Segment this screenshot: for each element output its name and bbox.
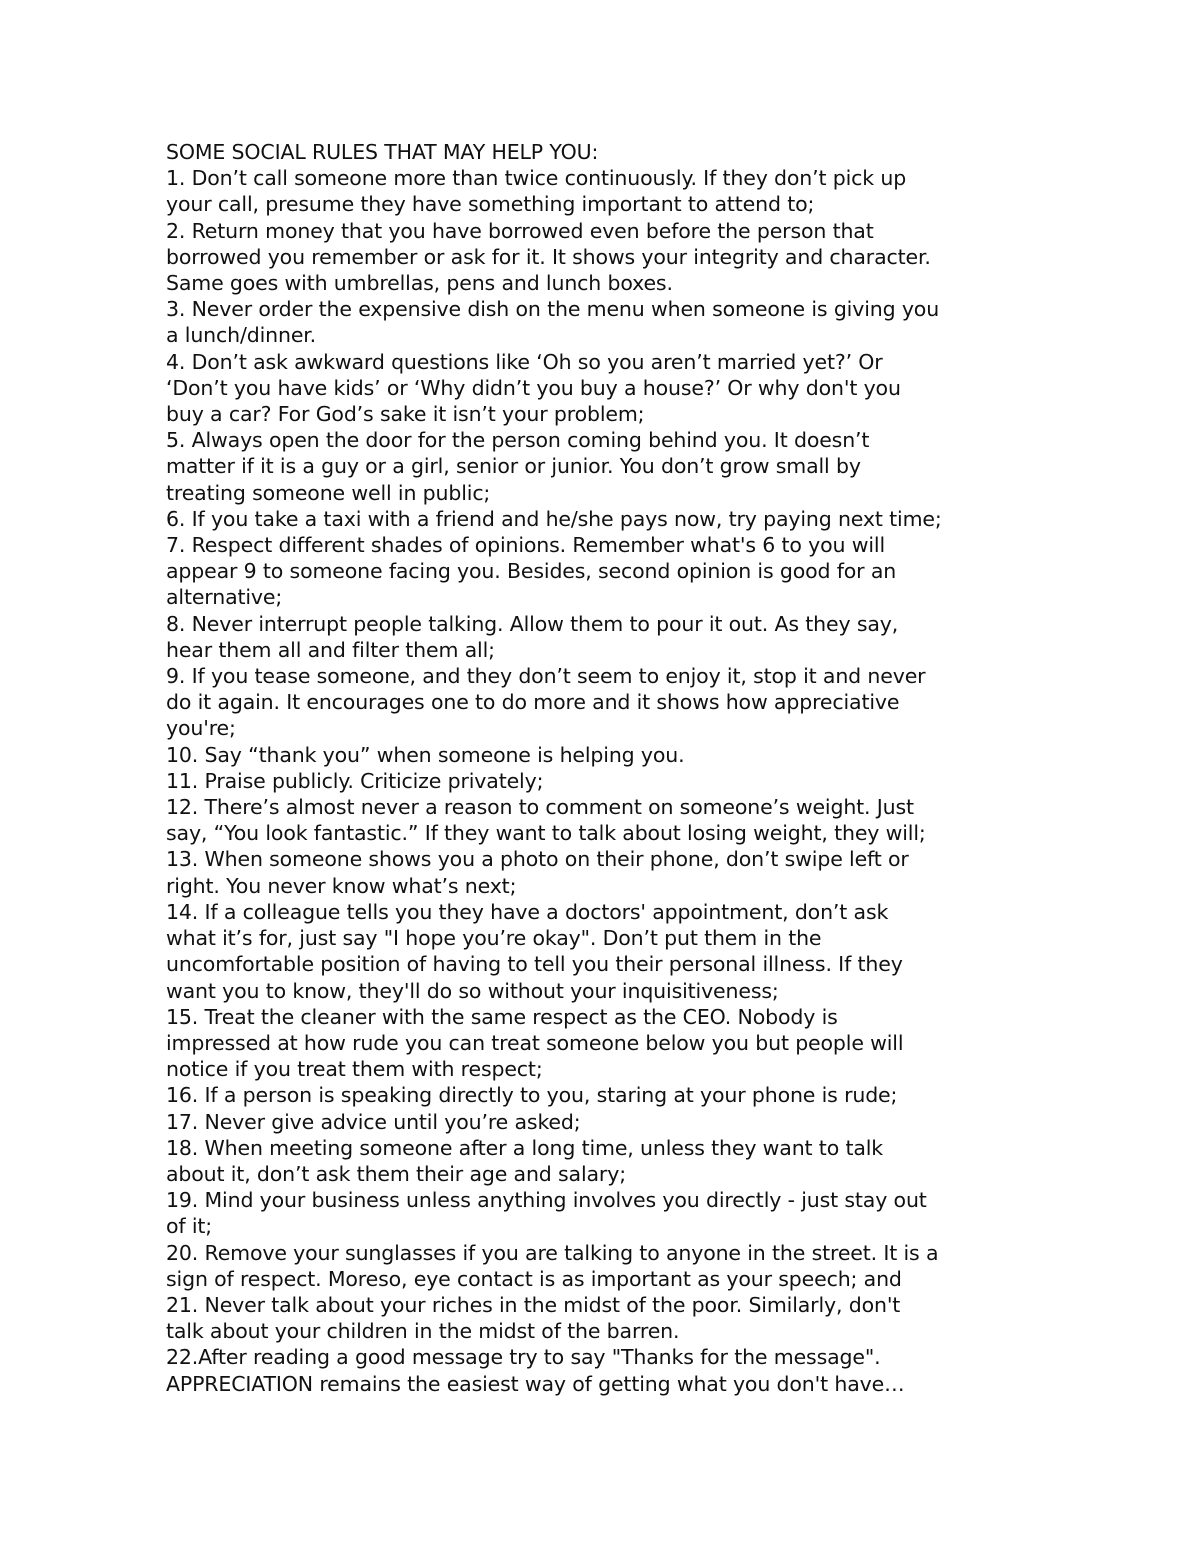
text-line: 18. When meeting someone after a long time, unless they want to talk [166,1135,884,1160]
text-line: want you to know, they'll do so without your inquisitiveness; [166,978,779,1003]
text-line: 11. Praise publicly. Criticize privately; [166,768,544,793]
text-line: uncomfortable position of having to tell you their personal illness. If they [166,952,903,977]
text-line: 12. There’s almost never a reason to comment on someone’s weight. Just [166,795,914,820]
text-line: 22.After reading a good message try to say "Thanks for the message". [166,1345,881,1370]
text-line: of it; [166,1214,213,1239]
text-line: 2. Return money that you have borrowed even before the person that [166,218,874,243]
text-line: your call, presume they have something important to attend to; [166,192,815,217]
text-line: 10. Say “thank you” when someone is helping you. [166,742,685,767]
text-line: matter if it is a guy or a girl, senior or junior. You don’t grow small by [166,454,861,479]
document-title: SOME SOCIAL RULES THAT MAY HELP YOU: [166,140,599,164]
text-line: appear 9 to someone facing you. Besides, second opinion is good for an [166,559,897,584]
text-line: ‘Don’t you have kids’ or ‘Why didn’t you buy a house?’ Or why don't you [166,375,901,400]
text-line: a lunch/dinner. [166,323,317,348]
text-line: say, “You look fantastic.” If they want to talk about losing weight, they will; [166,821,926,846]
text-line: 6. If you take a taxi with a friend and he/she pays now, try paying next time; [166,506,942,531]
text-line: right. You never know what’s next; [166,873,517,898]
text-line: 5. Always open the door for the person coming behind you. It doesn’t [166,428,870,453]
text-line: buy a car? For God’s sake it isn’t your problem; [166,402,645,427]
text-line: 16. If a person is speaking directly to you, staring at your phone is rude; [166,1083,898,1108]
text-line: 4. Don’t ask awkward questions like ‘Oh so you aren’t married yet?’ Or [166,349,883,374]
document-body [166,139,1046,1397]
text-line: APPRECIATION remains the easiest way of getting what you don't have… [166,1371,905,1396]
text-line: 17. Never give advice until you’re asked; [166,1109,581,1134]
text-line: 15. Treat the cleaner with the same respect as the CEO. Nobody is [166,1004,838,1029]
text-line: notice if you treat them with respect; [166,1057,543,1082]
text-line: sign of respect. Moreso, eye contact is as important as your speech; and [166,1266,902,1291]
text-line: 14. If a colleague tells you they have a doctors' appointment, don’t ask [166,899,889,924]
text-line: 7. Respect different shades of opinions. Remember what's 6 to you will [166,533,885,558]
text-line: 3. Never order the expensive dish on the menu when someone is giving you [166,297,940,322]
text-line: alternative; [166,585,283,610]
text-line: 8. Never interrupt people talking. Allow them to pour it out. As they say, [166,611,899,636]
text-line: talk about your children in the midst of the barren. [166,1319,680,1344]
text-line: 1. Don’t call someone more than twice continuously. If they don’t pick up [166,166,907,191]
text-line: 19. Mind your business unless anything involves you directly - just stay out [166,1188,927,1213]
text-line: impressed at how rude you can treat someone below you but people will [166,1030,904,1055]
text-line: 20. Remove your sunglasses if you are talking to anyone in the street. It is a [166,1240,939,1265]
text-line: 13. When someone shows you a photo on their phone, don’t swipe left or [166,847,909,872]
text-line: treating someone well in public; [166,480,491,505]
text-line: do it again. It encourages one to do more and it shows how appreciative [166,690,900,715]
text-line: about it, don’t ask them their age and salary; [166,1161,626,1186]
text-line: 9. If you tease someone, and they don’t seem to enjoy it, stop it and never [166,664,926,689]
text-line: Same goes with umbrellas, pens and lunch boxes. [166,271,673,296]
text-line: what it’s for, just say "I hope you’re okay". Don’t put them in the [166,926,822,951]
text-line: hear them all and filter them all; [166,637,495,662]
text-line: 21. Never talk about your riches in the midst of the poor. Similarly, don't [166,1292,901,1317]
text-line: you're; [166,716,236,741]
text-line: borrowed you remember or ask for it. It shows your integrity and character. [166,244,931,269]
